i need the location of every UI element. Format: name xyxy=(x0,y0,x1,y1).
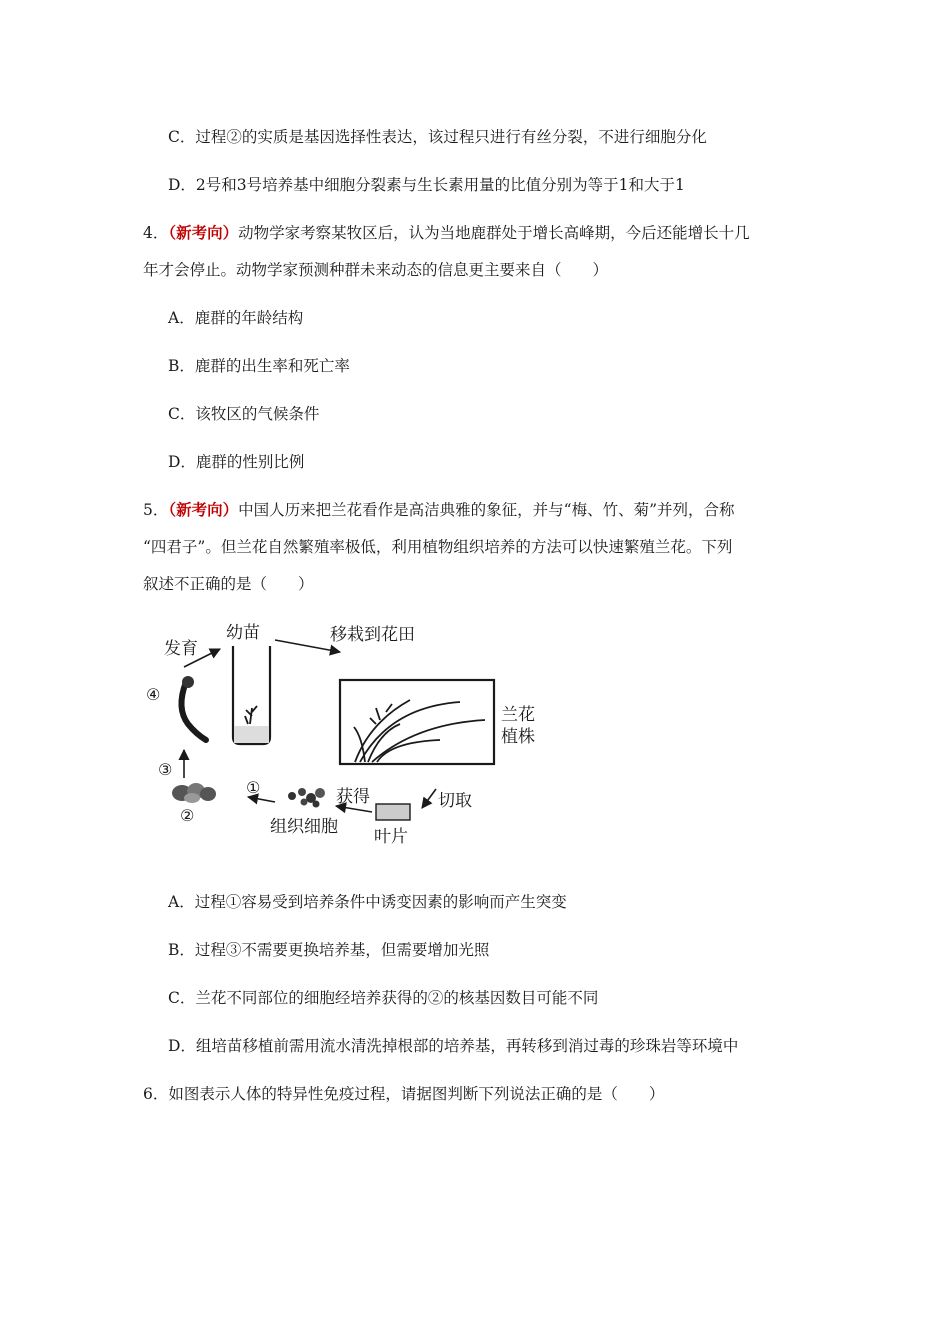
q3-option-c: C．过程②的实质是基因选择性表达，该过程只进行有丝分裂，不进行细胞分化 xyxy=(168,128,707,146)
step-2-number: ② xyxy=(180,806,195,825)
q5-new-direction-tag: （新考向） xyxy=(168,500,239,519)
q5-stem-line2: “四君子”。但兰花自然繁殖率极低，利用植物组织培养的方法可以快速繁殖兰花。下列 xyxy=(143,538,733,556)
arrow-cut xyxy=(422,789,436,808)
seedling-sprout xyxy=(245,706,257,724)
q4-stem-line1 xyxy=(143,222,750,244)
culture-medium xyxy=(234,726,269,743)
step-3-number: ③ xyxy=(158,760,173,779)
callus-clump xyxy=(172,783,216,803)
seedling-body xyxy=(181,682,206,740)
q5-option-c: C．兰花不同部位的细胞经培养获得的②的核基因数目可能不同 xyxy=(168,989,599,1007)
label-orchid-plant-line1: 兰花 xyxy=(501,705,535,725)
q5-option-a: A．过程①容易受到培养条件中诱变因素的影响而产生突变 xyxy=(168,893,567,911)
q4-stem-text: 动物学家考察某牧区后，认为当地鹿群处于增长高峰期，今后还能增长十几 xyxy=(238,224,750,242)
q4-new-direction-tag: （新考向） xyxy=(168,223,239,242)
q4-option-b: B．鹿群的出生率和死亡率 xyxy=(168,357,350,375)
step-1-number: ① xyxy=(246,778,261,797)
q4-stem-line2: 年才会停止。动物学家预测种群未来动态的信息更主要来自（ ） xyxy=(143,261,609,279)
q3-option-d: D．2号和3号培养基中细胞分裂素与生长素用量的比值分别为等于1和大于1 xyxy=(168,176,685,194)
q4-option-d: D．鹿群的性别比例 xyxy=(168,453,305,471)
label-cut: 切取 xyxy=(438,791,472,811)
q4-number: 4． xyxy=(143,224,169,242)
q5-stem-line3: 叙述不正确的是（ ） xyxy=(143,575,314,593)
label-seedling: 幼苗 xyxy=(226,623,260,643)
label-transplant: 移栽到花田 xyxy=(330,625,415,645)
q4-option-c: C．该牧区的气候条件 xyxy=(168,405,320,423)
label-leaf: 叶片 xyxy=(374,827,408,847)
label-orchid-plant-line2: 植株 xyxy=(501,727,535,747)
seedling-head xyxy=(182,676,194,688)
label-obtain: 获得 xyxy=(336,787,370,807)
arrow-step-1 xyxy=(248,797,275,802)
label-develop: 发育 xyxy=(164,639,198,659)
q5-stem-text: 中国人历来把兰花看作是高洁典雅的象征，并与“梅、竹、菊”并列，合称 xyxy=(238,501,735,519)
leaf-piece xyxy=(376,804,410,820)
q5-option-d: D．组培苗移植前需用流水清洗掉根部的培养基，再转移到消过毒的珍珠岩等环境中 xyxy=(168,1037,739,1055)
q5-stem-line1 xyxy=(143,499,735,521)
tissue-culture-diagram xyxy=(140,612,560,852)
tissue-cells xyxy=(288,788,325,808)
q5-option-b: B．过程③不需要更换培养基，但需要增加光照 xyxy=(168,941,490,959)
q5-number: 5． xyxy=(143,501,169,519)
q4-option-a: A．鹿群的年龄结构 xyxy=(168,309,304,327)
q6-stem: 6．如图表示人体的特异性免疫过程，请据图判断下列说法正确的是（ ） xyxy=(143,1085,665,1103)
label-tissue-cells: 组织细胞 xyxy=(270,817,338,837)
step-4-number: ④ xyxy=(146,685,161,704)
